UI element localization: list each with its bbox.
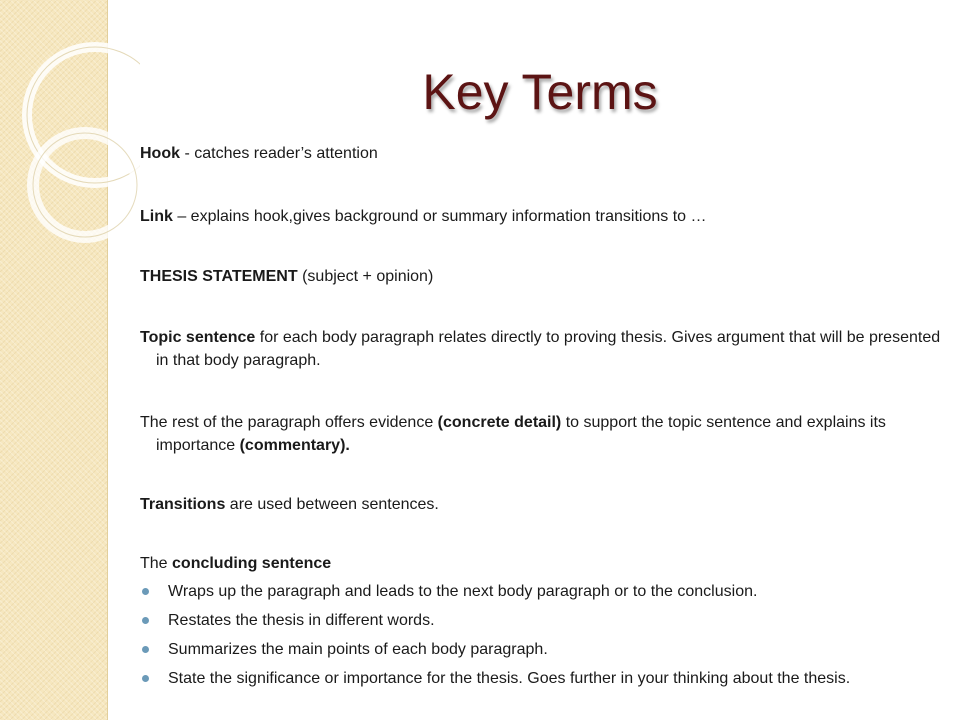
side-decor-panel — [0, 0, 108, 720]
thesis-line — [140, 265, 935, 288]
concluding-heading — [140, 552, 935, 575]
slide-title: Key Terms — [422, 64, 658, 120]
bullet-dot-icon — [142, 646, 149, 653]
rest-text-2: to support the topic sentence and explains its importance — [156, 414, 886, 454]
concluding-term: concluding sentence — [172, 555, 332, 572]
rest-bold-2: (commentary). — [239, 437, 350, 454]
list-item-text: Summarizes the main points of each body paragraph. — [168, 641, 548, 658]
list-item — [140, 638, 940, 667]
decorative-rings-icon — [0, 0, 140, 260]
topic-definition: for each body paragraph relates directly to proving thesis. Gives argument that will be presented in that body paragraph. — [156, 329, 941, 369]
rest-text-1: The rest of the paragraph offers evidence — [140, 414, 438, 431]
bullet-dot-icon — [142, 588, 149, 595]
transitions-definition: are used between sentences. — [225, 496, 439, 513]
link-definition: – explains hook,gives background or summary information transitions to … — [172, 208, 707, 225]
bullet-dot-icon — [142, 617, 149, 624]
hook-line — [140, 142, 935, 165]
link-line — [140, 205, 935, 228]
topic-term: Topic sentence — [140, 329, 256, 346]
list-item-text: Wraps up the paragraph and leads to the next body paragraph or to the conclusion. — [168, 583, 758, 600]
hook-definition: - catches reader’s attention — [180, 145, 378, 162]
transitions-line — [140, 493, 935, 516]
thesis-term: THESIS STATEMENT — [140, 268, 298, 285]
hook-term: Hook — [140, 145, 180, 162]
thesis-definition: (subject + opinion) — [297, 268, 434, 285]
list-item — [140, 580, 940, 609]
list-item — [140, 667, 940, 696]
link-term: Link — [140, 208, 173, 225]
concluding-bullet-list — [140, 580, 940, 696]
list-item — [140, 609, 940, 638]
bullet-dot-icon — [142, 675, 149, 682]
concluding-prefix: The — [140, 555, 173, 572]
list-item-text: State the significance or importance for the thesis. Goes further in your thinking about the thesis. — [168, 670, 851, 687]
topic-sentence-paragraph — [140, 326, 951, 372]
transitions-term: Transitions — [140, 496, 226, 513]
rest-bold-1: (concrete detail) — [437, 414, 562, 431]
rest-paragraph — [140, 411, 951, 457]
list-item-text: Restates the thesis in different words. — [168, 612, 435, 629]
